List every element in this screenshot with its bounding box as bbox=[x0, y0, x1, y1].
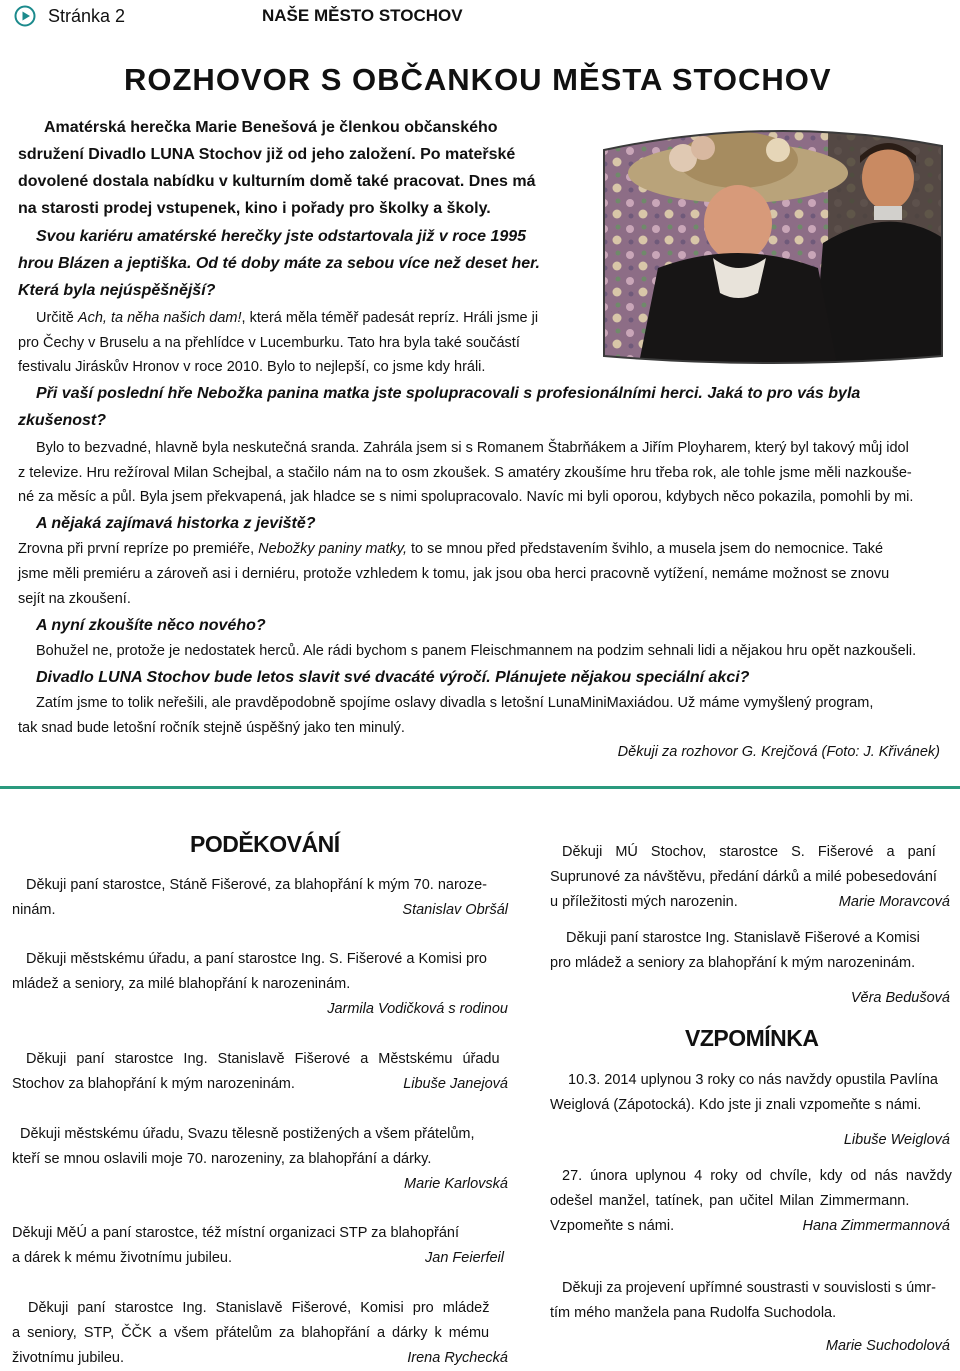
answer-line: festivalu Jiráskův Hronov v roce 2010. Bylo to nejlepší, co jsme kdy hráli. bbox=[18, 359, 486, 375]
memorial-text: tím mého manžela pana Rudolfa Suchodola. bbox=[550, 1305, 837, 1321]
thanks-text: Děkuji paní starostce Ing. Stanislavě Fišerové a Komisi bbox=[566, 930, 920, 946]
thanks-text: mládež a seniory, za milé blahopřání k narozeninám. bbox=[12, 976, 351, 992]
answer-line bbox=[36, 306, 538, 331]
thanks-text: Děkuji městskému úřadu, a paní starostce Ing. S. Fišerové a Komisi pro bbox=[26, 951, 487, 967]
answer-text: Zrovna při první repríze po premiéře, bbox=[18, 541, 259, 557]
answer-line: Zatím jsme to tolik neřešili, ale pravděpodobně spojíme oslavy divadla s letošní LunaMiniMaxiádou. Už máme vymyšlený program, bbox=[36, 695, 874, 711]
thanks-item bbox=[12, 1296, 508, 1371]
thanks-text: Děkuji paní starostce, Stáně Fišerové, za blahopřání k mým 70. naroze- bbox=[26, 877, 487, 893]
memorial-text: 27. února uplynou 4 roky od chvíle, kdy od nás navždy bbox=[562, 1168, 952, 1184]
page-label: Stránka 2 bbox=[48, 6, 126, 26]
intro-line: na starosti prodej vstupenek, kino i pořady pro školky a školy. bbox=[18, 200, 491, 217]
answer-line: pro Čechy v Bruselu a na přehlídce v Lucemburku. Tato hra byla také součástí bbox=[18, 335, 520, 351]
answer-line: jsme měli premiéru a zároveň asi i derniéru, protože vzhledem k tomu, jak jsou oba herci pracovně vytížení, nemáme možnost se znovu bbox=[18, 566, 890, 582]
section-divider bbox=[0, 786, 960, 789]
play-title: Ach, ta něha našich dam! bbox=[77, 310, 242, 326]
signature: Marie Suchodolová bbox=[825, 1338, 950, 1354]
signature: Marie Moravcová bbox=[838, 894, 950, 910]
signature: Stanislav Obršál bbox=[402, 902, 508, 918]
question-3: A nějaká zajímavá historka z jeviště? bbox=[36, 515, 316, 532]
thanks-text: Děkuji MěÚ a paní starostce, též místní organizaci STP za blahopřání bbox=[12, 1225, 460, 1241]
question-4: A nyní zkoušíte něco nového? bbox=[36, 617, 266, 634]
thanks-item bbox=[550, 926, 950, 1011]
thanks-item bbox=[12, 873, 508, 923]
question-line: hrou Blázen a jeptiška. Od té doby máte za sebou více než deset her. bbox=[18, 255, 540, 272]
question-5: Divadlo LUNA Stochov bude letos slavit své dvacáté výročí. Plánujete nějakou speciální akci? bbox=[36, 669, 750, 686]
signature: Hana Zimmermannová bbox=[802, 1218, 950, 1234]
thanks-text: životnímu jubileu. bbox=[12, 1350, 125, 1366]
signature: Irena Rychecká bbox=[407, 1350, 508, 1366]
memorial-text: 10.3. 2014 uplynou 3 roky co nás navždy opustila Pavlína bbox=[568, 1072, 938, 1088]
thanks-text: Suprunové za návštěvu, předání dárků a milé pobesedování bbox=[550, 869, 937, 885]
thanks-text: ninám. bbox=[12, 902, 56, 918]
question-line: Která byla nejúspěšnější? bbox=[18, 282, 216, 299]
podekovani-title: PODĚKOVÁNÍ bbox=[190, 831, 340, 857]
intro-line: dovolené dostala nabídku v kulturním domě také pracovat. Dnes má bbox=[18, 173, 536, 190]
answer-text: to se mnou před představením švihlo, a musela jsem do nemocnice. Také bbox=[406, 541, 884, 557]
vzpominka-title: VZPOMÍNKA bbox=[685, 1025, 819, 1051]
answer-4: Bohužel ne, protože je nedostatek herců. Ale rádi bychom s panem Fleischmannem na podzim sehnali lidi a nějakou hru opět nazkoušeli. bbox=[36, 643, 917, 659]
answer-line: né za měsíc a půl. Byla jsem překvapená, jak hladce se s nimi spolupracovalo. Navíc mi byli oporou, kdybych něco pokazila, pomohli by mi. bbox=[18, 489, 914, 505]
memorial-item bbox=[550, 1164, 950, 1239]
answer-line: sejít na zkoušení. bbox=[18, 591, 131, 607]
signature: Jan Feierfeil bbox=[425, 1250, 504, 1266]
article-credit: Děkuji za rozhovor G. Krejčová (Foto: J. Křivánek) bbox=[617, 744, 940, 760]
memorial-item bbox=[550, 1276, 950, 1359]
thanks-text: kteří se mnou oslavili moje 70. narozeniny, za blahopřání a dárky. bbox=[12, 1151, 432, 1167]
article-title: ROZHOVOR S OBČANKOU MĚSTA STOCHOV bbox=[124, 62, 832, 97]
thanks-text: a dárek k mému životnímu jubileu. bbox=[12, 1250, 233, 1266]
theatre-photo bbox=[598, 118, 948, 368]
question-line: zkušenost? bbox=[18, 412, 107, 429]
signature: Libuše Janejová bbox=[403, 1076, 508, 1092]
thanks-text: u příležitosti mých narozenin. bbox=[550, 894, 738, 910]
answer-line bbox=[18, 537, 883, 562]
signature: Věra Bedušová bbox=[850, 990, 950, 1006]
play-circle-icon bbox=[14, 5, 36, 27]
signature: Jarmila Vodičková s rodinou bbox=[327, 1001, 508, 1017]
thanks-text: Děkuji městskému úřadu, Svazu tělesně postižených a všem přátelům, bbox=[20, 1126, 475, 1142]
thanks-item bbox=[12, 1047, 508, 1097]
play-title: Nebožky paniny matky, bbox=[258, 541, 407, 557]
answer-line: z televize. Hru režíroval Milan Schejbal, a stačilo nám na to osm zkoušek. S amatéry zkoušíme hru třeba rok, ale tohle jsme měli nazkouše- bbox=[18, 465, 912, 481]
intro-line: sdružení Divadlo LUNA Stochov již od jeho založení. Po mateřské bbox=[18, 146, 516, 163]
thanks-item bbox=[12, 1221, 508, 1271]
memorial-text: Weiglová (Zápotocká). Kdo jste ji znali vzpomeňte s námi. bbox=[550, 1097, 922, 1113]
question-line: Svou kariéru amatérské herečky jste odstartovala již v roce 1995 bbox=[36, 228, 527, 245]
signature: Marie Karlovská bbox=[404, 1176, 508, 1192]
answer-line: tak snad bude letošní ročník stejně úspěšný jako ten minulý. bbox=[18, 720, 405, 736]
answer-text: , která měla téměř padesát repríz. Hráli jsme ji bbox=[241, 310, 539, 326]
thanks-text: Děkuji paní starostce Ing. Stanislavě Fišerové, Komisi pro mládež bbox=[28, 1300, 490, 1316]
thanks-text: Děkuji MÚ Stochov, starostce S. Fišerové a paní bbox=[562, 844, 936, 860]
memorial-item bbox=[550, 1068, 950, 1153]
thanks-text: Děkuji paní starostce Ing. Stanislavě Fišerové a Městskému úřadu bbox=[26, 1051, 500, 1067]
question-line: Při vaší poslední hře Nebožka panina matka jste spolupracovali s profesionálními herci. Jaká to pro vás byla bbox=[36, 385, 861, 402]
thanks-item bbox=[550, 840, 950, 915]
memorial-text: odešel manžel, tatínek, pan učitel Milan Zimmermann. bbox=[550, 1193, 910, 1209]
newsletter-title: NAŠE MĚSTO STOCHOV bbox=[262, 6, 463, 25]
answer-text: Určitě bbox=[36, 310, 78, 326]
signature: Libuše Weiglová bbox=[843, 1132, 950, 1148]
thanks-text: Stochov za blahopřání k mým narozeninám. bbox=[12, 1076, 295, 1092]
memorial-text: Vzpomeňte s námi. bbox=[550, 1218, 675, 1234]
memorial-text: Děkuji za projevení upřímné soustrasti v souvislosti s úmr- bbox=[562, 1280, 936, 1296]
thanks-text: pro mládež a seniory za blahopřání k mým narozeninám. bbox=[550, 955, 916, 971]
intro-line: Amatérská herečka Marie Benešová je členkou občanského bbox=[44, 119, 498, 136]
thanks-item bbox=[12, 947, 508, 1022]
thanks-text: a seniory, STP, ČČK a všem přátelům za blahopřání a dárky k mému bbox=[12, 1325, 490, 1341]
thanks-item bbox=[12, 1122, 508, 1197]
answer-line: Bylo to bezvadné, hlavně byla neskutečná sranda. Zahrála jsem si s Romanem Štabrňákem a Jiřím Ployharem, který byl takový můj idol bbox=[36, 440, 909, 456]
